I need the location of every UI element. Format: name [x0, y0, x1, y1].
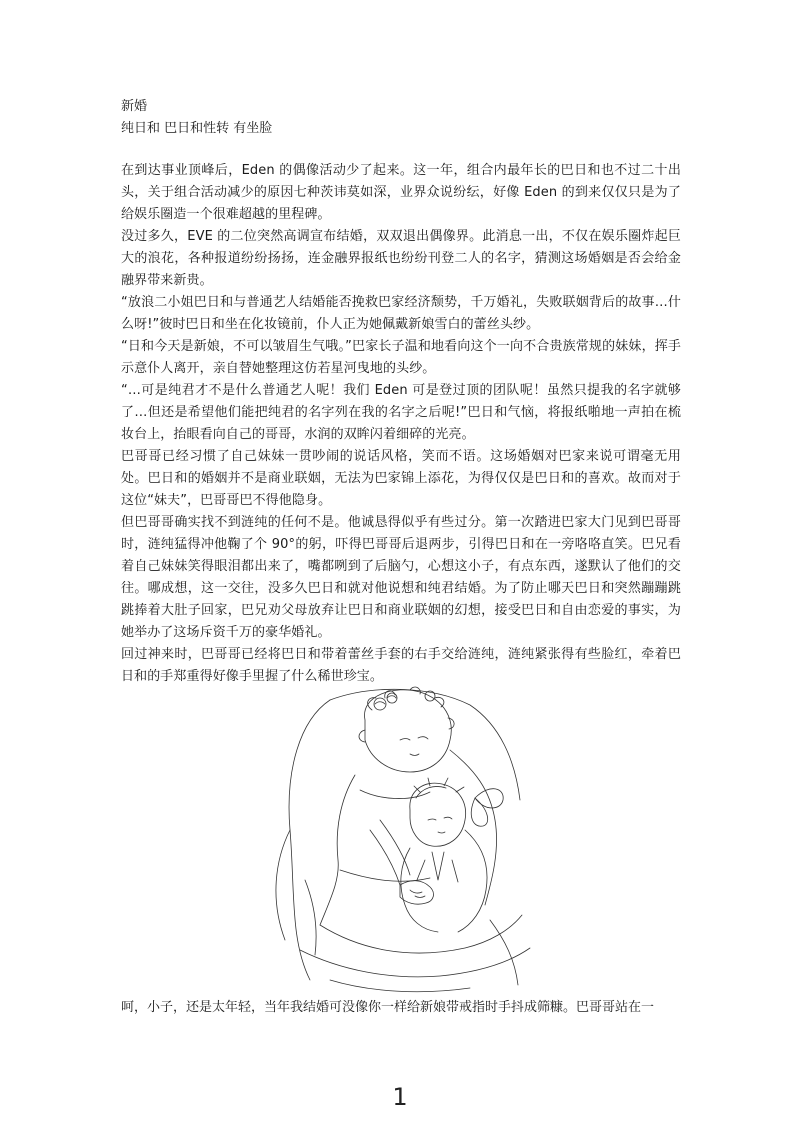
page-number: 1 — [392, 1083, 408, 1111]
paragraph: 巴哥哥已经习惯了自己妹妹一贯吵闹的说话风格，笑而不语。这场婚姻对巴家来说可谓毫无用处。巴日和的婚姻并不是商业联姻，无法为巴家锦上添花，为得仅仅是巴日和的喜欢。故而对于这位“妹夫”，巴哥哥巴不得他隐身。 — [121, 449, 681, 508]
paragraph: “…可是纯君才不是什么普通艺人呢！我们 Eden 可是登过顶的团队呢！虽然只提我的名字就够了…但还是希望他们能把纯君的名字列在我的名字之后呢!”巴日和气恼，将报纸啪地一声拍在梳妆台上，抬眼看向自己的哥哥，水润的双眸闪着细碎的光亮。 — [121, 383, 681, 442]
document-tags: 纯日和 巴日和性转 有坐脸 — [121, 121, 273, 136]
paragraph: “日和今天是新娘，不可以皱眉生气哦。”巴家长子温和地看向这个一向不合贵族常规的妹妹，挥手示意仆人离开，亲自替她整理这仿若星河曳地的头纱。 — [121, 339, 681, 376]
paragraph: 在到达事业顶峰后，Eden 的偶像活动少了起来。这一年，组合内最年长的巴日和也不过二十出头，关于组合活动减少的原因七种茨讳莫如深，业界众说纷纭，好像 Eden 的到来仅仅只是为了给娱乐圈造一个很难超越的里程碑。 — [121, 163, 681, 222]
document-header — [121, 96, 681, 140]
continuation-line: 呵，小子，还是太年轻，当年我结婚可没像你一样给新娘带戒指时手抖成筛糠。巴哥哥站在一 — [121, 1000, 655, 1015]
paragraph: 回过神来时，巴哥哥已经将巴日和带着蕾丝手套的右手交给涟纯，涟纯紧张得有些脸红，牵着巴日和的手郑重得好像手里握了什么稀世珍宝。 — [121, 647, 681, 684]
paragraph: “放浪二小姐巴日和与普通艺人结婚能否挽救巴家经济颓势，千万婚礼，失败联姻背后的故事…什么呀!”彼时巴日和坐在化妆镜前，仆人正为她佩戴新娘雪白的蕾丝头纱。 — [121, 295, 681, 332]
paragraph: 但巴哥哥确实找不到涟纯的任何不是。他诚恳得似乎有些过分。第一次踏进巴家大门见到巴哥哥时，涟纯猛得冲他鞠了个 90°的躬，吓得巴哥哥后退两步，引得巴日和在一旁咯咯直笑。巴兄看着自己妹妹笑得眼泪都出来了，嘴都咧到了后脑勺，心想这小子，有点东西，遂默认了他们的交往。哪成想，这一交往，没多久巴日和就对他说想和纯君结婚。为了防止哪天巴日和突然蹦蹦跳跳捧着大肚子回家，巴兄劝父母放弃让巴日和商业联姻的幻想，接受巴日和自由恋爱的事实，为她举办了这场斥资千万的豪华婚礼。 — [121, 515, 681, 640]
body-text — [121, 160, 681, 688]
couple-sketch-illustration — [260, 680, 555, 1000]
document-title: 新婚 — [121, 99, 148, 114]
paragraph: 没过多久，EVE 的二位突然高调宣布结婚，双双退出偶像界。此消息一出，不仅在娱乐圈炸起巨大的浪花，各种报道纷纷扬扬，连金融界报纸也纷纷刊登二人的名字，猜测这场婚姻是否会给金融界带来新贵。 — [121, 229, 681, 288]
